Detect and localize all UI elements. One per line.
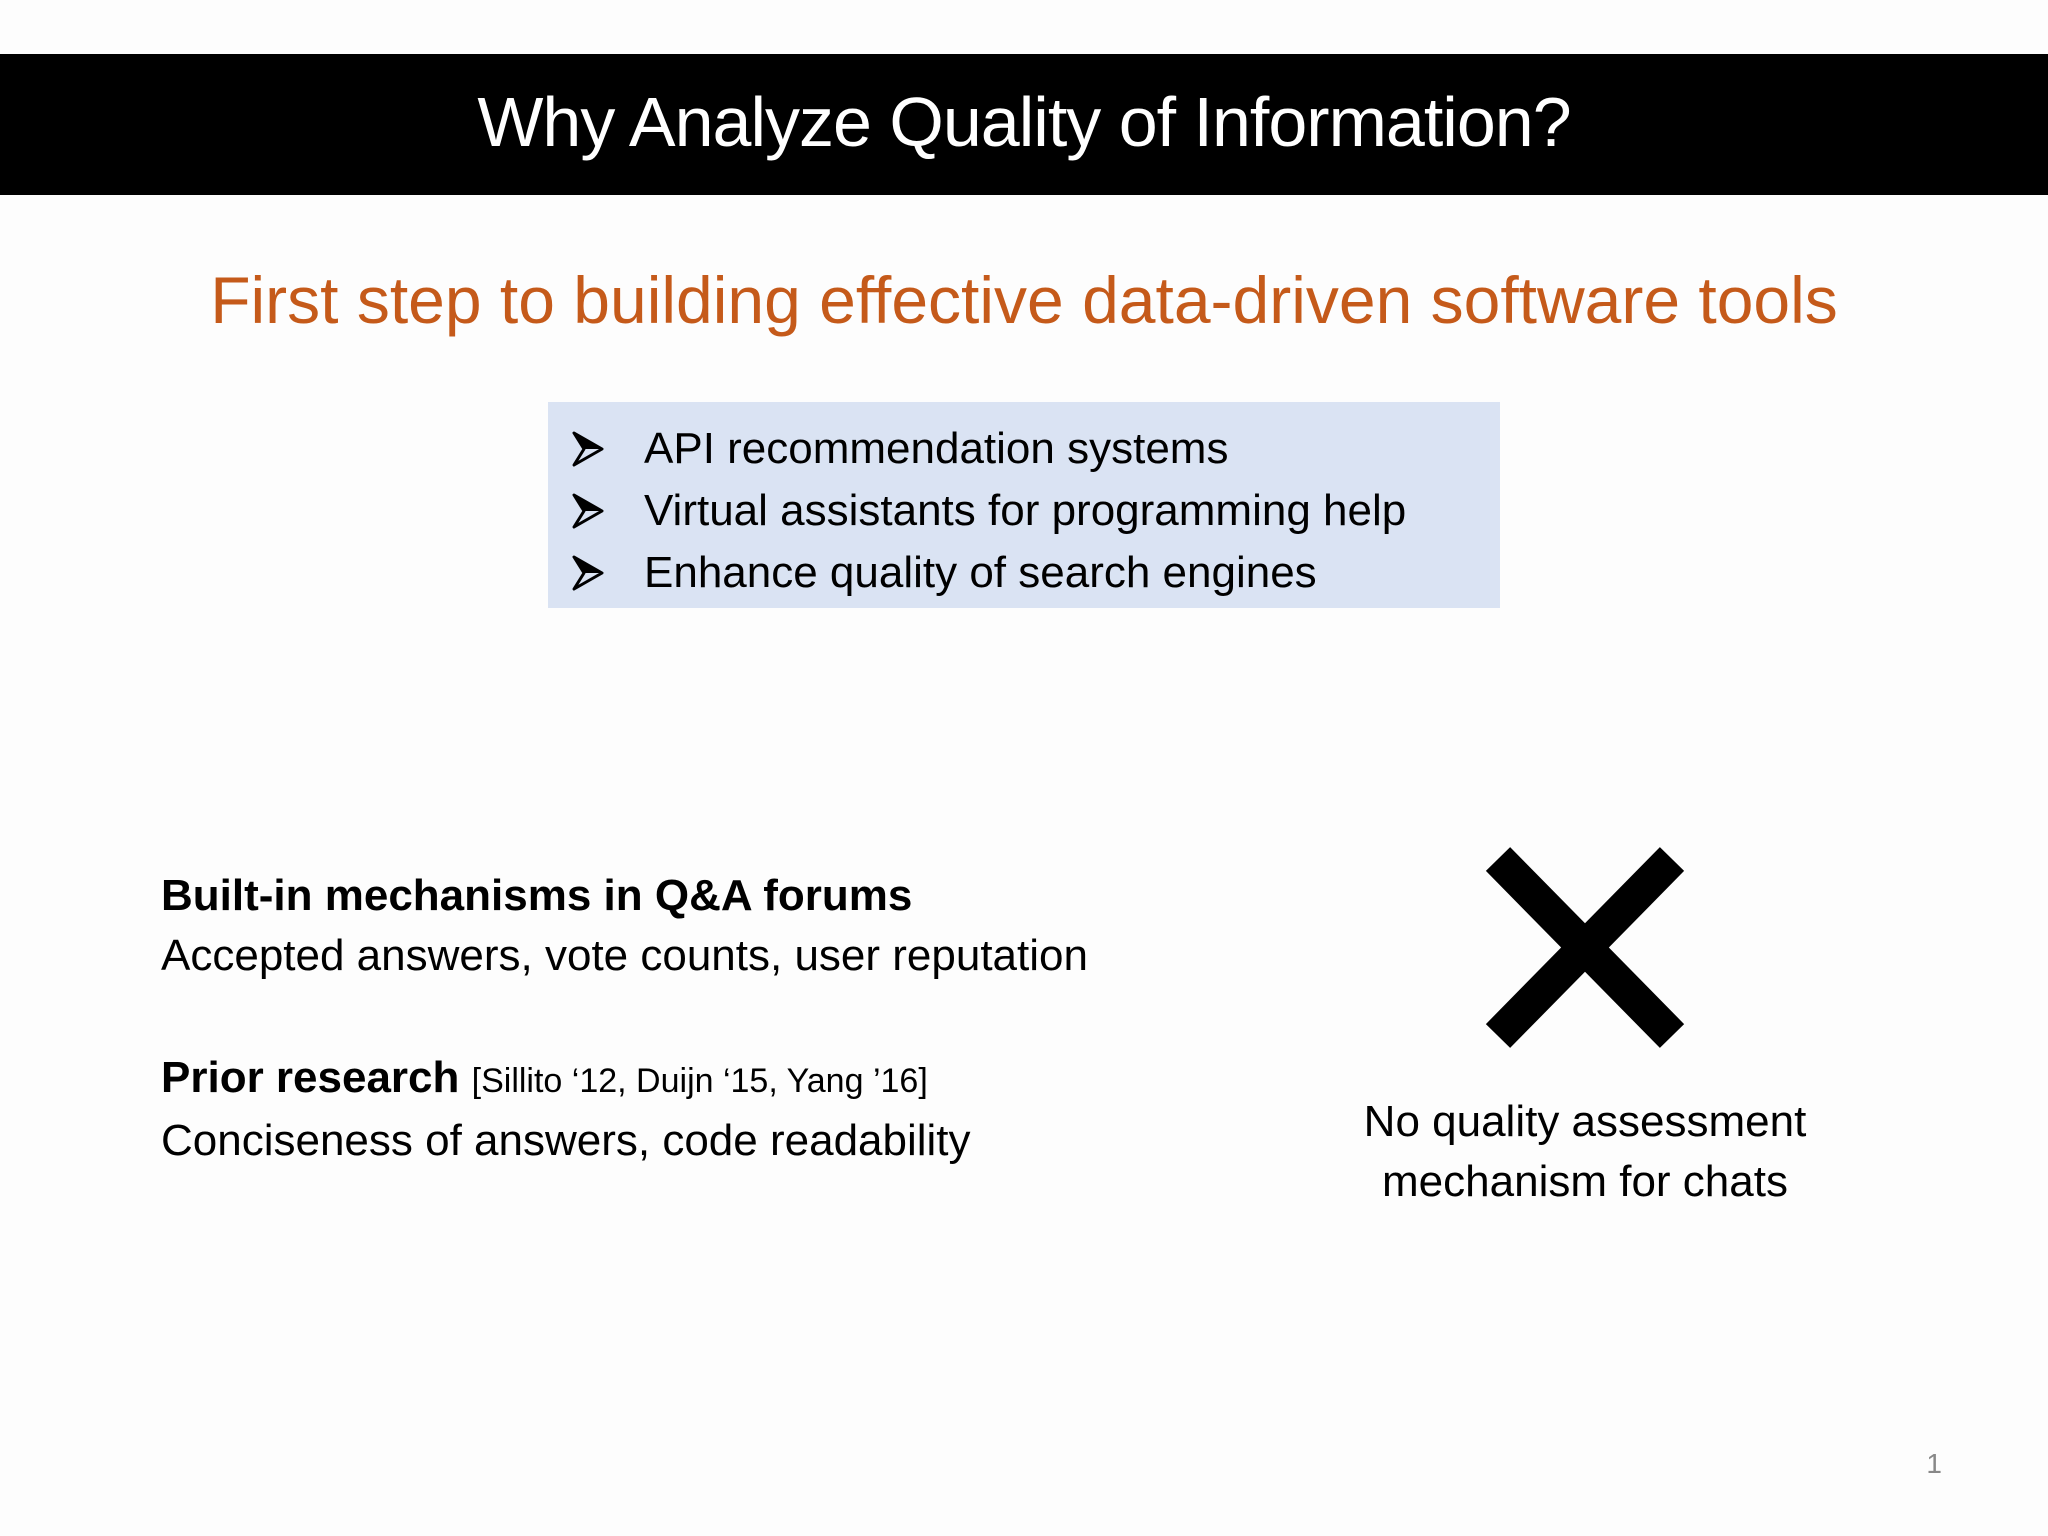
research-citations: [Sillito ‘12, Duijn ‘15, Yang ’16] (471, 1062, 928, 1100)
application-item (570, 542, 1500, 604)
forums-detail: Accepted answers, vote counts, user reputation (161, 931, 1088, 980)
existing-mechanisms (161, 866, 1201, 1171)
application-label: Virtual assistants for programming help (644, 486, 1407, 535)
arrow-bullet-icon (570, 491, 630, 531)
cross-mark-icon (1480, 845, 1690, 1050)
applications-box (548, 402, 1500, 608)
title-bar (0, 54, 2048, 195)
application-label: API recommendation systems (644, 424, 1229, 473)
research-heading-line (161, 1048, 1201, 1111)
slide-subtitle: First step to building effective data-driven software tools (210, 263, 1838, 337)
slide-title: Why Analyze Quality of Information? (477, 82, 1571, 161)
research-detail: Conciseness of answers, code readability (161, 1116, 971, 1165)
application-label: Enhance quality of search engines (644, 548, 1317, 597)
page-number: 1 (1926, 1448, 1942, 1479)
chats-note: No quality assessment mechanism for chats (1363, 1097, 1807, 1206)
research-heading: Prior research (161, 1053, 460, 1102)
application-item (570, 480, 1500, 542)
forums-heading: Built-in mechanisms in Q&A forums (161, 871, 913, 920)
arrow-bullet-icon (570, 429, 630, 469)
application-item (570, 418, 1500, 480)
arrow-bullet-icon (570, 553, 630, 593)
